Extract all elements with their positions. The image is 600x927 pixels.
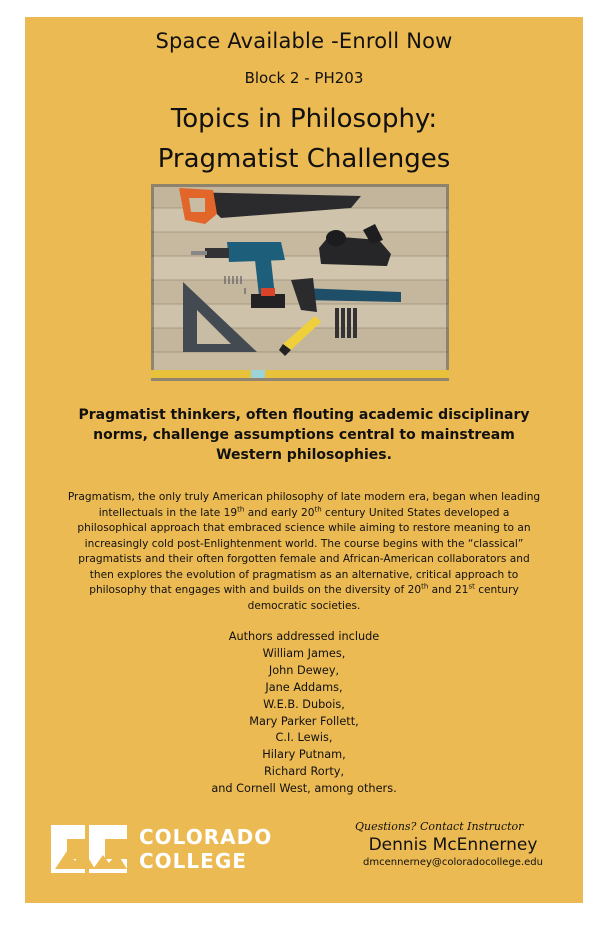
course-title bbox=[25, 99, 583, 179]
logo-wordmark bbox=[139, 825, 272, 873]
course-description bbox=[65, 490, 543, 614]
description-part-5: century democratic societies. bbox=[247, 584, 519, 612]
description-sup-3: th bbox=[421, 582, 429, 591]
authors-intro: Authors addressed include bbox=[228, 630, 380, 643]
author-item: W.E.B. Dubois, bbox=[263, 697, 345, 711]
author-item: Hilary Putnam, bbox=[262, 748, 346, 762]
description-sup-4: st bbox=[468, 582, 475, 591]
course-title-line-2: Pragmatist Challenges bbox=[157, 144, 451, 174]
author-item: William James, bbox=[262, 646, 346, 660]
logo-line-2: COLLEGE bbox=[139, 849, 247, 873]
author-item: C.I. Lewis, bbox=[275, 731, 333, 745]
description-part-3: century United States developed a philosophical approach that embraced science while aiming to restore meaning to an increasingly cold post-Enlightenment world. The course begins with the “classical” pragmatists and their often forgotten female and African-American collaborators and then explores the evolution of pragmatism as an alternative, critical approach to philosophy that engages with and builds on the diversity of 20 bbox=[77, 506, 531, 596]
tools-on-wood-icon bbox=[151, 184, 449, 381]
colorado-college-logo bbox=[47, 821, 287, 877]
colorado-college-cc-logo-icon bbox=[47, 821, 131, 877]
authors-list bbox=[25, 629, 583, 798]
author-item: Jane Addams, bbox=[265, 680, 343, 694]
description-part-1: Pragmatism, the only truly American philosophy of late modern era, began when leading intellectuals in the late 19 bbox=[67, 491, 541, 519]
author-item: Mary Parker Follett, bbox=[249, 714, 359, 728]
contact-block bbox=[343, 820, 563, 868]
author-item: John Dewey, bbox=[268, 663, 340, 677]
logo-line-1: COLORADO bbox=[139, 825, 273, 849]
instructor-email[interactable]: dmcennerney@coloradocollege.edu bbox=[363, 857, 543, 868]
enroll-headline: Space Available -Enroll Now bbox=[155, 29, 453, 53]
tools-photo bbox=[151, 184, 449, 381]
description-part-4: and 21 bbox=[428, 584, 469, 596]
description-sup-1: th bbox=[237, 504, 245, 513]
description-part-2: and early 20 bbox=[244, 506, 315, 519]
course-flyer bbox=[25, 17, 583, 903]
author-item: and Cornell West, among others. bbox=[211, 782, 397, 796]
lead-statement: Pragmatist thinkers, often flouting academic disciplinary norms, challenge assumptions central to mainstream Western philosophies. bbox=[78, 407, 530, 463]
instructor-name: Dennis McEnnerney bbox=[368, 835, 538, 855]
course-block-code: Block 2 - PH203 bbox=[244, 69, 364, 87]
description-sup-2: th bbox=[314, 504, 322, 513]
contact-label: Questions? Contact Instructor bbox=[355, 820, 524, 833]
author-item: Richard Rorty, bbox=[263, 765, 345, 779]
course-title-line-1: Topics in Philosophy: bbox=[170, 104, 438, 134]
